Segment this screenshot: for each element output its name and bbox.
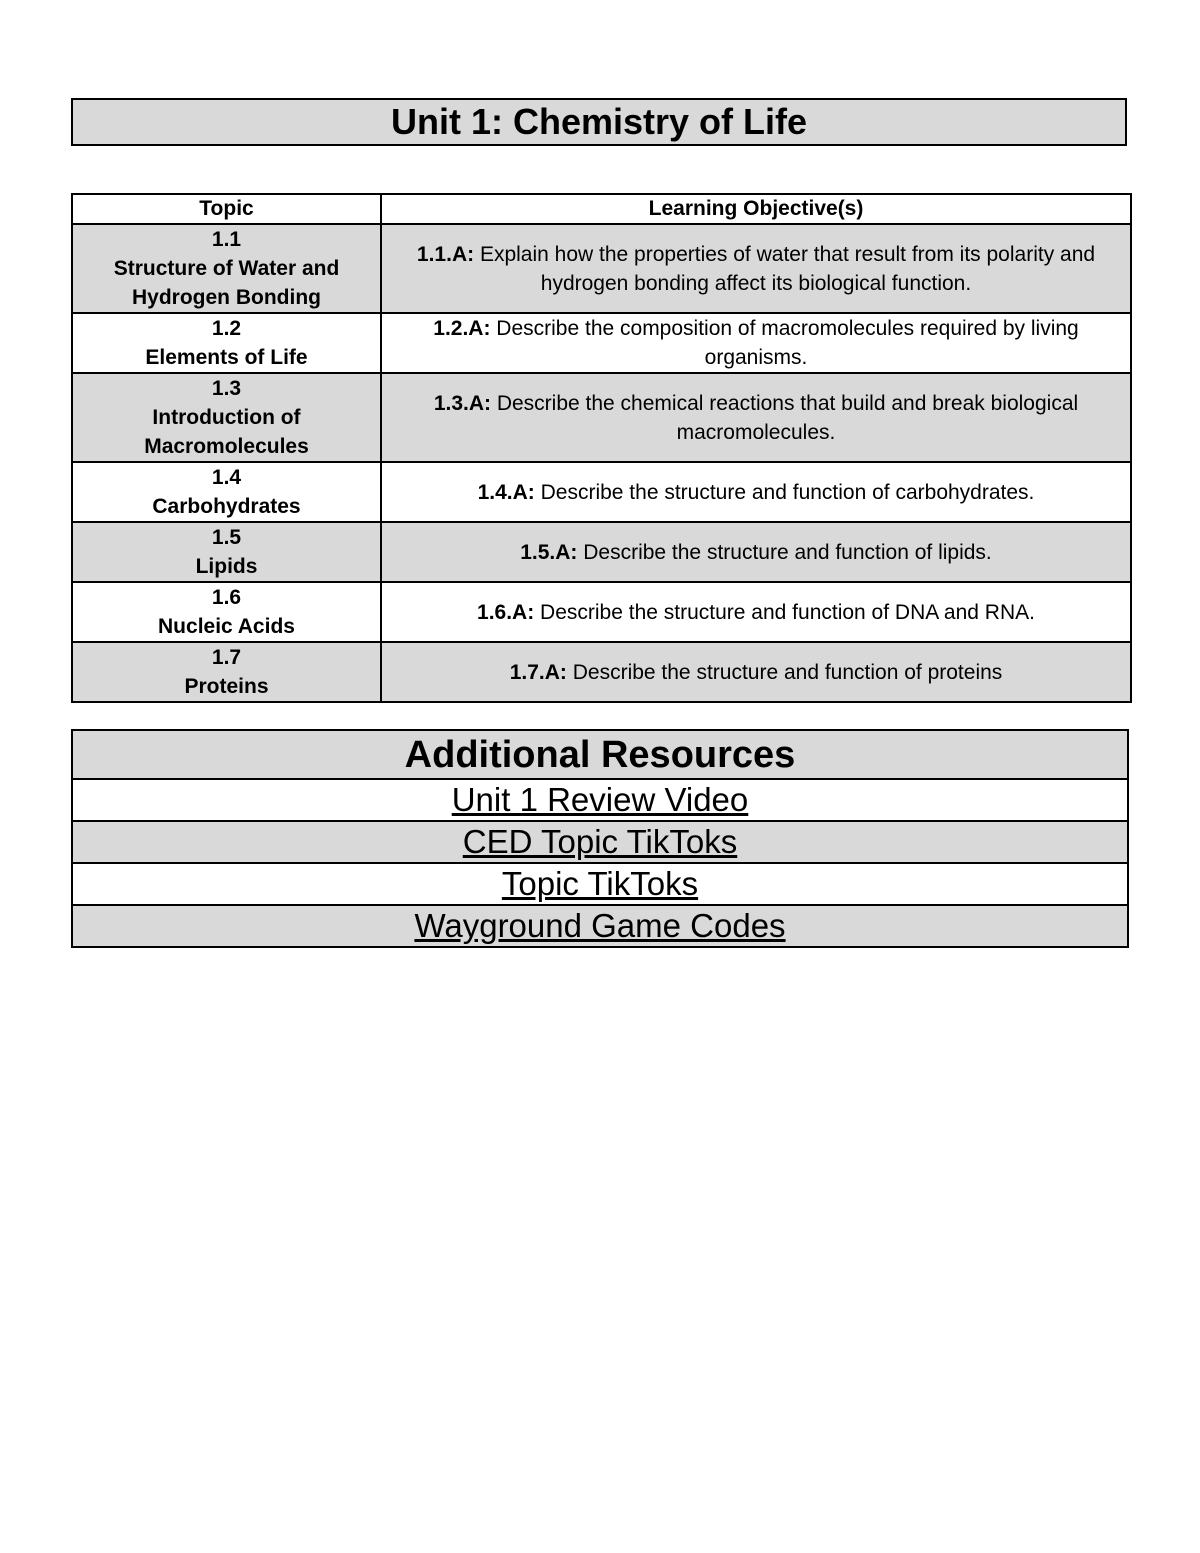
wayground-game-codes-link[interactable]: Wayground Game Codes <box>414 907 786 944</box>
table-row <box>72 642 1131 702</box>
table-row <box>72 582 1131 642</box>
topic-column-header: Topic <box>72 194 381 224</box>
ced-topic-tiktoks-link[interactable]: CED Topic TikToks <box>462 823 738 860</box>
resource-cell <box>72 821 1128 863</box>
page-title-box <box>71 98 1127 146</box>
objective-code: 1.7.A: <box>509 660 567 684</box>
objective-text: Describe the structure and function of DNA and RNA. <box>534 600 1035 624</box>
topic-number: 1.7 <box>211 646 242 669</box>
topic-number: 1.1 <box>211 228 242 251</box>
resource-cell <box>72 863 1128 905</box>
objective-code: 1.6.A: <box>477 600 535 624</box>
topic-number: 1.3 <box>211 377 242 400</box>
learning-objectives-table <box>71 193 1132 703</box>
resources-heading: Additional Resources <box>72 730 1128 779</box>
additional-resources-table <box>71 729 1129 948</box>
objective-cell <box>381 522 1131 582</box>
topic-number: 1.6 <box>211 586 242 609</box>
objective-cell <box>381 313 1131 373</box>
page-title: Unit 1: Chemistry of Life <box>390 101 808 142</box>
unit-review-video-link[interactable]: Unit 1 Review Video <box>451 781 749 818</box>
topic-name: Proteins <box>184 675 269 698</box>
objective-code: 1.3.A: <box>433 391 491 415</box>
topic-cell <box>72 462 381 522</box>
objective-text: Explain how the properties of water that result from its polarity and hydrogen bonding affect its biological function. <box>474 242 1096 295</box>
topic-number: 1.4 <box>211 466 242 489</box>
objective-text: Describe the structure and function of carbohydrates. <box>534 480 1035 504</box>
topic-cell <box>72 224 381 313</box>
table-row <box>72 522 1131 582</box>
topic-name: Elements of Life <box>145 346 308 369</box>
resource-cell <box>72 905 1128 947</box>
topic-cell <box>72 373 381 462</box>
table-row <box>72 224 1131 313</box>
topic-name: Nucleic Acids <box>158 615 295 638</box>
objective-code: 1.4.A: <box>477 480 535 504</box>
objective-cell <box>381 373 1131 462</box>
objective-text: Describe the structure and function of lipids. <box>577 540 992 564</box>
topic-name: Introduction of Macromolecules <box>144 406 309 458</box>
objective-text: Describe the composition of macromolecules required by living organisms. <box>490 317 1079 369</box>
objective-code: 1.2.A: <box>433 317 491 340</box>
objective-cell <box>381 462 1131 522</box>
resource-cell <box>72 779 1128 821</box>
topic-number: 1.2 <box>211 317 242 340</box>
topic-cell <box>72 642 381 702</box>
topic-name: Structure of Water and Hydrogen Bonding <box>113 257 340 309</box>
objective-column-header: Learning Objective(s) <box>381 194 1131 224</box>
objective-cell <box>381 224 1131 313</box>
objective-cell <box>381 582 1131 642</box>
topic-cell <box>72 313 381 373</box>
table-row <box>72 313 1131 373</box>
topic-cell <box>72 582 381 642</box>
topic-name: Carbohydrates <box>152 495 301 518</box>
objective-text: Describe the chemical reactions that build and break biological macromolecules. <box>491 391 1079 444</box>
table-row <box>72 462 1131 522</box>
topic-cell <box>72 522 381 582</box>
objective-code: 1.1.A: <box>416 242 475 266</box>
topic-name: Lipids <box>195 555 258 578</box>
objective-cell <box>381 642 1131 702</box>
topic-tiktoks-link[interactable]: Topic TikToks <box>501 865 699 902</box>
table-row <box>72 373 1131 462</box>
topic-number: 1.5 <box>211 526 242 549</box>
objective-text: Describe the structure and function of proteins <box>566 660 1003 684</box>
objective-code: 1.5.A: <box>520 540 578 564</box>
